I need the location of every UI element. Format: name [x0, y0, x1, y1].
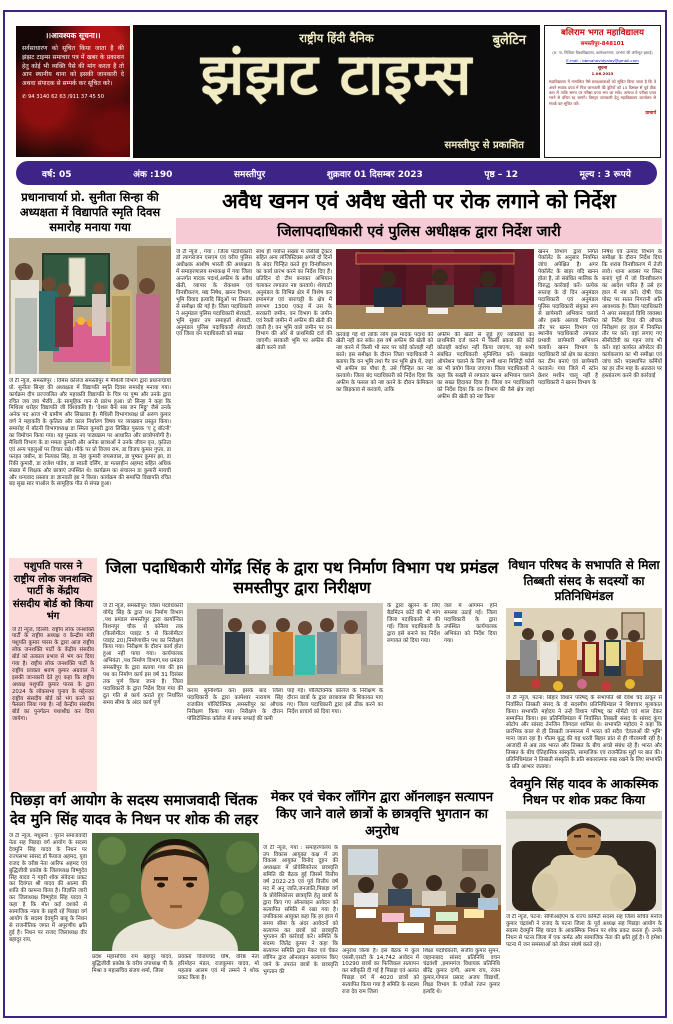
article-shok-cap-2: प्रवक्ता विजयचंद घोष, वरिष्ठ नेता हरिमोहन मंडल, राजकुमार यादव, मो महताब आलम एवं मो तम्मने ने शोक प्रकट किया है।	[178, 954, 259, 981]
article-inspection-col-3: पाई गई। पॉलिटेक्निक कॉलेज के निरीक्षण के दौरान छात्रों के द्वारा छात्रावास की शिकायत पाए गए। जिला पदाधिकारी द्वारा इसे ठीक करने का निर्देश प्राचार्य को दिया गया।	[287, 688, 383, 715]
article-paras-body: जे टी न्यूज, दिल्ली: राष्ट्रीय लोक जनशक्ति पार्टी के राष्ट्रीय अध्यक्ष व केन्द्रीय मंत्री पशुपति कुमार पारस के द्वारा आज राष्ट्रीय लोक जनशक्ति पार्टी के केंद्रीय संसदीय बोर्ड को तत्काल प्रभाव से भंग कर दिया गया है। राष्ट्रीय लोक जनशक्ति पार्टी के राष्ट्रीय प्रवक्ता श्रवण कुमार अग्रवाल ने इसकी जानकारी देते हुए कहा कि राष्ट्रीय अध्यक्ष पशुपति कुमार पारस के द्वारा 2024 के लोकसभा चुनाव के मद्देनजर राष्ट्रीय संसदीय बोर्ड को भंग करने का फैसला लिया गया है। नई केन्द्रीय संसदीय बोर्ड का पुनर्गठन यथाशीघ्र कर दिया जायेगा।	[12, 626, 94, 723]
article-mining-col-3: करवाई गई थी ताकि लोग इस मादक पदार्थ की खेती नहीं कर सके। इस वर्ष अफीम की खेती को नष्ट करने में किसी भी स्तर पर कोई कोताही नहीं बरते। इस समीक्षा के दौरान जिला पदाधिकारी ने बताया कि वन भूमि तथा गैर वन भूमि क्षेत्र में, जहां भी अफीम का पौधा है, उसे चिन्हित कर नष्ट करवाये। जिला बंद पदाधिकारी को निर्देश दिया कि अफीम के फसल को नष्ट करने के दौरान केमिकल का छिड़काव से करवाये, ताकि	[336, 331, 433, 393]
article-devmuni-headline: देवमुनि सिंह यादव के आकस्मिक निधन पर शोक प्रकट किया	[509, 775, 659, 807]
photo-scholarship-meeting	[342, 845, 501, 945]
article-mining-body	[176, 249, 662, 537]
article-shok-body	[9, 833, 259, 996]
photo-dm-sp-meeting-image	[336, 249, 534, 329]
dateline-pages: पृष्ठ – 12	[484, 169, 519, 180]
article-mining-col-6: निषेध एवं उत्पाद विभाग के समीक्षा के दौरान निर्देश दिया कि शराब विनष्टीकरण में तेजी लावे। थाना अवसर पर लिस्ट बनाएं पूर्व में जो विनष्टीकरण का आदेश पारित है उसे हर हाल में नष्ट करें। दोषी चेक पोस्ट पर सतत निगरानी अति आवश्यक है। जिला पदाधिकारी ने अपर समाहर्ता विधि व्यवस्था को निर्देश दिया की औचक निरीक्षण हर हाल में नियमित तौर पर करें। वहां लगाए गए सीसीटीवी का गहन जांच भी करें। वहां कार्यरत ऑपरेटर की कार्यकलाप का भी समीक्षा एवं जांच करें। पदस्थापित कर्मियों का हर तीन माह के अंतराल पर हस्तांतरण करने की कार्रवाई	[602, 248, 662, 379]
article-vidyapati-smriti	[9, 190, 171, 556]
dateline-issue: अंक :190	[133, 169, 173, 180]
photo-dm-sp-meeting	[336, 249, 534, 329]
article-scholarship-col-1: जे टी न्यूज, गया : समाहरणालय के उप विकास आयुक्त कक्ष में उप विकास आयुक्त विनोद दुहन की अध्यक्षता में प्रोवेसिकोत्तर छात्रवृत्ति समिति की बैठक हुई जिसमें वित्तीय वर्ष 2022-23 एवं पूर्व वित्तीय वर्ष मद में अनु जाति,जनजाति,पिछड़ा वर्ग के प्रोवेसिकोत्तर छात्रवृत्ति हेतु छात्रों के द्वारा किए गए ऑनलाइन आवेदन को सत्यापित समिति में रखा गया है। उपविकास आयुक्त कहा कि हर हाल में समय सीमा के अंदर आवेदनों को सत्यापन कर छात्रों को छात्रवृत्ति भुगतान की कार्रवाई करे। समिति के सदस्य जितेंद्र कुमार ने कहा कि सत्यापन समिति द्वारा मेकर एवं चेकर लॉगिन द्वारा ऑनलाइन सत्यापन किए जाने के उपरांत छात्रों के छात्रवृत्ति भुगतान की	[263, 844, 338, 975]
photo-vidyapati-ceremony	[9, 238, 171, 374]
college-address: समस्तीपुर-848101	[580, 41, 625, 48]
college-email-link[interactable]: E-mail : bbmahavidyalay@gmail.com	[566, 58, 639, 64]
college-ad-box	[544, 25, 661, 158]
article-shok-headline: पिछड़ा वर्ग आयोग के सदस्य समाजवादी चिंतक देव मुनि सिंह यादव के निधन पर शोक की लहर	[9, 793, 259, 828]
phone-icon: ✆	[22, 94, 28, 101]
notice-phone-number: 94 3140 62 63 /911 37 45 50	[28, 94, 104, 101]
important-notice-box	[16, 26, 130, 157]
article-mining-col-4: अफीम की खेती से जुड़े हुए व्यक्तियों का प्राथमिकी दर्ज करने में किसी प्रकार की कोई कोताही बर्दाश्त नहीं किया जाएगा, यह सभी संबंधित पदाधिकारी सुनिश्चित करें। कंबाइंड ऑपरेशन चलाने के लिए सभी थाना मिलिट्री फोर्स का भी प्रयोग किया जाएगा। जिला पदाधिकारी ने कहा कि सख्ती से लगातार खनन अभियान चलाने का सख्त हिदायत दिया है। जिला वन पदाधिकारी को निर्देश दिया कि वन विभाग की वैसे क्षेत्र जहां अफीम की खेती को नष्ट किया	[437, 331, 534, 400]
article-inspection-col-4: के द्वारा खुलने के लिए बैडमिंटन कोर्ट की भी मांग जिला पदाधिकारी से की गई। जिला पदाधिकारी के द्वारा इसे बनाने का निर्देश लगायत को दिया गया।	[387, 603, 440, 644]
article-tibet-delegation	[506, 558, 662, 771]
article-inspection-center	[187, 603, 383, 771]
photo-devmuni-portrait	[92, 833, 259, 951]
right-column	[506, 558, 662, 1016]
article-shok-cap-1: प्रदेश महासचिव राम बहादुर यादव, बुद्धिजीवी प्रकोष्ठ के वरीय उपाध्यक्ष पी के मिश्रा व महासचिव संजय शर्मा, जिला	[92, 954, 173, 974]
article-devmuni-body: जे टी न्यूज, पटना: सीपीआईएम के राज्य कमिटी सदस्य सह जिला सचिव मनोज कुमार चंद्रवंशी ने राजद के पटना जिला के पूर्व अध्यक्ष सह पिछड़ा आयोग के सदस्य देवमुनि सिंह यादव के आकस्मिक निधन पर शोक प्रकट करता हूँ। उनके निधन से पटना जिला में एक कर्मठ और सामाजिक नेता की क्षति हुई है। वे हमेशा पटना में जन समस्याओं को लेकर संघर्ष करते रहे।	[506, 914, 662, 948]
masthead-bulletin-label: बुलेटिन	[492, 33, 526, 48]
photo-devmuni-seated	[506, 811, 662, 911]
article-paras-headline: पशुपति पारस ने राष्ट्रीय लोक जनशक्ति पार्टी के केंद्रीय संसदीय बोर्ड को किया भंग	[12, 561, 94, 622]
published-from-label: समस्तीपुर से प्रकाशित	[444, 140, 524, 151]
article-inspection-body	[103, 603, 501, 771]
article-tibet-headline: विधान परिषद के सभापति से मिला तिब्बती संसद के सदस्यों का प्रतिनिधिमंडल	[508, 558, 660, 604]
article-road-inspection	[103, 558, 501, 786]
masthead-tagline: राष्ट्रीय हिंदी दैनिक	[299, 31, 374, 45]
notice-body: सर्वसाधारण को सूचित किया जाता है की झंझट टाइम्स समाचार पत्र में खबर के प्रकाशन हेतु कोई भी व्यक्ति पैसे की मांग करता है तो आप स्थानीय थाना को इसकी जानकारी दे अथवा संपादक से सम्पर्क कर सूचित करे।	[22, 45, 124, 88]
masthead	[133, 25, 540, 158]
college-name: बलिराम भगत महाविद्यालय	[561, 28, 644, 38]
article-scholarship-cap-2: शिक्षा पदाधिकारी, संजीव कुमार सुमन, जहानाबाद सांसद प्रतिनिधि वचन चंद्रवंशी ,इमामगंज विधायक प्रतिनिधि बीरेंद्र कुमार दांगी, अरुण राय, रंजन कुमार,गोपाल प्रसाद अजय विद्यार्थी, शिक्षा विभाग के एपीओ रंजन कुमार इत्यदि थे।	[423, 947, 500, 996]
article-tibet-body: जे टी न्यूज, पटना: बिहार विधान परिषद् के सभापति श्री देवेश चंद ठाकुर से निर्वासित तिब्बती संसद के दो सदस्यीय प्रतिनिधिमंडल ने शिष्टाचार मुलाकात किया। सभापति महोदय ने उन्हें विधान परिषद् का मोमेंटो एवं शाल देकर सम्मानित किया। इस प्रतिनिधिमंडल में निर्वासित तिब्बती संसद के सांसद कुंगा सोटोप और सांसद तेनजिन जिगदल शामिल थे। सभापति महोदय ने कहा कि प्रारंभिक काल से ही तिब्बती जनमानस में भारत को सदैव 'देवताओं की भूमि' माना जाता रहा है। गौतम बुद्ध की यह धरती बिहार प्रांत से ही गौरवमयी रही है। आजादी से अब तक भारत और तिब्बत के बीच अच्छे संबंध रहे हैं। भारत और तिब्बत के बीच ऐतिहासिक सांस्कृति, सामाजिक एवं राजनैतिक मुद्दों पर बात की। प्रतिनिधिमंडल ने तिब्बती संस्कृति के प्रति सकारात्मक रुख रखने के लिए सभापति के प्रति आभार जताया।	[506, 694, 662, 770]
article-shok-col-1: जे टी न्यूज, मधुबनी : पुराने समाजवादी नेता सह पिछड़ा वर्ग आयोग के सदस्य देवमुनि सिंह यादव के निधन पर राज्यसभा सांसद डॉ फैयाज अहमद, युवा राजद के वरीष्ठ नेता आरिफ अहमद एवं बुद्धिजीवी प्रकोष्ठ के जिलाध्यक्ष विष्णुदेव सिंह यादव ने गहरी शोक संवेदना प्रकट कर दिवंगत श्री यादव की आत्मा की शांति की कामना किया है। विज्ञप्ति जारी कर जिलाध्यक्ष विष्णुदेव सिंह यादव ने कहा है कि मौत कई दशकों से सामाजिक न्याय के प्रहरी रहें पिछड़ा वर्ग आयोग के सदस्य देवमुनि बाबू के निधन से राजनीतिक जगत में अपूरणीय क्षति हुई है। निधन पर राजद जिलाध्यक्ष वीर बहादुर राय,	[9, 833, 87, 943]
notice-title: ।।आवश्यक सूचना।।	[45, 31, 101, 40]
college-notice-label: सूचना	[597, 66, 608, 72]
article-vidyapati-headline: प्रधानाचार्या प्रो. सुनीता सिन्हा की अध्यक्षता में विद्यापति स्मृति दिवस समारोह मनाया गया	[19, 190, 161, 234]
article-inspection-col-2: कराय सुनिश्चित करें। इसके बाद जिला पदाधिकारी के द्वारा कामेश्वर नारायण सिंह राजकीय पॉलिटेक्निक ,समस्तीपुर का औचक निरीक्षण किया गया। निरीक्षण के दौरान पॉलिटेक्निक कॉलेज में साफ सफाई की कमी	[187, 688, 283, 722]
dateline-year: वर्ष: 05	[42, 169, 72, 180]
dateline-bar	[16, 161, 657, 185]
college-affiliation: (ल. ना. मिथिला विश्वविद्यालय, कामेश्वरनगर, दरभंगा की अंगीभूत इकाई)	[552, 50, 653, 56]
article-mining-col-5: खनन विभाग द्वारा निर्गत पेकॉलेंट के अनुसार नियमित जांच अपेक्षित है। अगर पेकॉलेंट के बाहर यदि खनन होता है, तो संबंधित मालिक के विरुद्ध कार्रवाई करें। प्रत्येक सप्ताह के दो दिन अनुमंडल पदाधिकारी एवं अनुमंडल पुलिस पदाधिकारी संयुक्त रूप से छापेमारी अभियान चलावें और इसके अलावा नियमित तौर पर खनन विभाग एवं स्थानीय पदाधिकारी लगातार प्रभावी छापेमारी अभियान चलावें। खनन विभाग के पदाधिकारी को क्षेत्र का बंटवारा कर टीम बनाएं एवं छापेमारी करवाने। गया जिले में स्टोन क्रेशर मशीन चालू नहीं है पदाधिकारी ने खनन विभाग के	[538, 248, 598, 386]
article-shok-lahar	[9, 792, 259, 1018]
photo-tibet-delegation-image	[506, 608, 662, 692]
notice-phone	[22, 94, 124, 100]
article-mining-ban	[176, 190, 662, 558]
college-notice-date: 1.06.2023	[591, 71, 614, 77]
article-vidyapati-body: जे टी न्यूज, समस्तीपुर : विमेंस कॉलेज समस्तीपुर में मैथिली विभाग द्वारा प्रधानाचार्या प्रो. सुनीता सिन्हा की अध्यक्षता में विद्यापति स्मृति दिवस समारोह मनाया गया। कार्यक्रम दीप प्रज्ज्वलित और महाकवि विद्यापति के चित्र पर पुष्प और उनके द्वारा रचित जय जय भैरवि...के सामूहिक गान से प्रारंभ हुआ। प्रो सिन्हा ने कहा कि मिथिला धरोहर विद्यापति जी विश्वकवि है। 'देशल बैना सब जन मिठ्ठु' जैसे उनके अनेक पद आज भी ग्रामीण और लिखवार है। मैथिली विभागाध्यक्ष प्रो अरुण कुमार वर्ण ने महाकवि के कृतित्व और काल निर्धारण विषय पर व्याख्यान प्रस्तुत किया। समारोह में बॉटनी विभागाध्यक्ष डा स्मिता कुमारी द्वारा लिखित पुस्तक 'ए टू बॉटनी' का विमोचन किया गया। यह पुस्तक नए पाठ्यक्रम पर आधारित और छात्रोपयोगी है। मैथिली विभाग के डा ममता कुमारी और अनेक छात्राओं ने उनके जीवन वृत्त, कृतित्व एवं अन्य पहलुओं पर विचार रखे। मौके पर प्रो विजय राम, डा विजय कुमार गुप्ता, डा फरहत जबीन, डा नित्यका सिंह, डा नेहा कुमारी जयसवाल, डा पुष्कर कुमार झा, डा रिंकी कुमारी, डा राजेश पांडेय, डा स्वाती दर्लिंग, डा मतलहीन अहमद सहित अधिक संख्या में शिक्षक और छात्राएं उपस्थित थे। कार्यक्रम का संचालन डा कुमारी मायची और धन्यवाद प्रस्ताव डा ज्ञानवती झा ने किया। कार्यक्रम की समाप्ति विद्यापति रचित बड़ सुख सार पाओल के सामूहिक गीत से संपन्न हुआ।	[9, 377, 171, 488]
article-mining-headline: अवैध खनन एवं अवैध खेती पर रोक लगाने को निर्देश	[222, 190, 616, 213]
article-inspection-headline: जिला पदाधिकारी योगेंद्र सिंह के द्वारा पथ निर्माण विभाग पथ प्रमंडल समस्तीपुर द्वारा निरीक्षण	[105, 558, 499, 597]
article-scholarship	[263, 790, 501, 1018]
photo-devmuni-seated-image	[506, 811, 662, 911]
college-notice-body: महाविद्यालय में नामांकित वैसे छात्र/छात्राओं को सूचित किया जाता है कि वे अपने सत्रांक प्रपत्र में निज जानकारी की त्रुटियों को 15 दिसंबर से पूर्व ठीक करा लें ताकि समय पर परीक्षा प्रपत्र भरा जा सके। अन्यथा वे परीक्षा प्रपत्र भरने से वंचित रह जाएंगे। विस्तृत जानकारी हेतु महाविद्यालय कार्यालय से संपर्क कर सूचित करें।	[549, 79, 656, 106]
photo-tibet-delegation	[506, 608, 662, 692]
photo-devmuni-portrait-image	[92, 833, 259, 951]
college-signature: प्राचार्य	[645, 110, 656, 116]
article-devmuni-condolence	[506, 776, 662, 949]
article-mining-subheadline: जिलापदाधिकारी एवं पुलिस अधीक्षक द्वारा निर्देश जारी	[176, 218, 662, 244]
article-inspection-col-5: जल में आगमन होने समस्या उठाई गई। जिला पदाधिकारी के द्वारा उपस्थित कार्यपालक अभियंता को निर्देश दिया गया।	[444, 603, 497, 644]
dateline-date: शुक्रवार 01 दिसम्बर 2023	[326, 169, 423, 180]
dateline-place: समस्तीपुर	[233, 169, 266, 180]
photo-road-inspection	[187, 603, 383, 685]
dateline-price: मूल्य : 3 रूपये	[579, 169, 631, 180]
article-scholarship-headline: मेकर एवं चेकर लॉगिन द्वारा ऑनलाइन सत्यापन किए जाने वाले छात्रों के छात्रवृत्ति भुगतान का अनुरोध	[270, 790, 494, 839]
article-scholarship-body	[263, 845, 501, 1011]
article-mining-center	[336, 249, 534, 537]
article-scholarship-cap-1: अनुरोध किया है। इस बैठक में कुल एससी,एसटी के 14,742 आवेदन में 10290 छात्रों का फिजिकल सत्यापन कर स्वीकृति दी गई है पिछड़ा एवं अत्यंत पिछड़ा वर्ग में 4020 छात्रों को सत्यापित किया गया है समिति के सदस्य राज देव राम जिला	[342, 947, 419, 996]
article-shok-right	[92, 833, 259, 996]
article-mining-col-2: साथ ही पर्याप्त संख्या में जेसीबी ट्रैक्टर सहित अन्य लॉजिस्टिक्स अगले दो दिनों के अंदर चिन्हित करते हुए विनष्टीकरण का कार्य प्रारंभ करने का निर्देश दिए हैं। प्रतिदिन दो टीम बनाकर अभियान चलाकर लगातार नष्ट करवाये। शेरघाटी अनुमंडल के विभिन्न क्षेत्र में विशेष कर इमामगंज एवं बाराचट्टी के क्षेत्र में लगभग 1300 एकड़ में उस के सरकारी जमीन, वन विभाग के जमीन एवं रैयती जमीन में अफीम की खेती की जाती है। वन भूमि वाले जमीन पर वन विभाग की ओर से प्राथमिकी दर्ज की जाएगी। सरकारी भूमि पर अफीम की खेती करने वाले	[256, 248, 332, 352]
photo-scholarship-meeting-image	[342, 845, 501, 945]
article-inspection-col-1: जे टी न्यूज, समस्तीपुर: जिला पदाधिकारी योगेंद्र सिंह के द्वारा पथ निर्माण विभाग ,पथ प्रमंडल समस्तीपुर द्वारा कार्यान्वित विशनपुर चौक से कोनैला तक (किलोमीटर प्वाइंट 5 से किलोमीटर प्वाइंट 20),निर्माणाधीन पथ का निरीक्षण किया गया। निरीक्षण के दौरान कार्य होता हुआ नहीं पाया गया। कार्यपालक अभियंता ,पथ निर्माण विभाग,पथ प्रमंडल समस्तीपुर के द्वारा बताया गया की इस पथ का निर्माण कार्य इस वर्ष 31 दिसंबर तक पूर्ण किया जाना है। जिला पदाधिकारी के द्वारा निर्देश दिया गया की द्रुत गति से कार्य कराते हुए निर्धारित समय सीमा के अंदर कार्य पूर्ण	[103, 603, 183, 706]
article-paras-board	[9, 558, 97, 792]
article-mining-col-1: जे टी न्यूज , गया : जिला पदाधिकारी डॉ त्यागराजन एसएम एवं वरीय पुलिस अधीक्षक आशीष भारती की अध्यक्षता में समाहरणालय सभाकक्ष में गया जिला अन्तर्गत मादक पदार्थ,अफीम के अवैध खेती, व्यापार के रोकथाम एवं विनष्टीकरण, मद्य निषेध, खनन विभाग, भूमि विवाद इत्यादि बिंदुओं पर विस्तार से समीक्षा की गई है। जिला पदाधिकारी ने अनुमंडल पुलिस पदाधिकारी शेरघाटी, भूमि सुधार उप समाहर्ता शेरघाटी, अनुमंडल पुलिस पदाधिकारी शेरघाटी एवं जिला वन पदाधिकारी को सख्त	[176, 248, 252, 338]
photo-road-inspection-image	[187, 603, 383, 685]
article-scholarship-right	[342, 845, 501, 1011]
photo-vidyapati-ceremony-image	[9, 238, 171, 374]
newspaper-title: झंझट टाइम्स	[200, 42, 473, 108]
